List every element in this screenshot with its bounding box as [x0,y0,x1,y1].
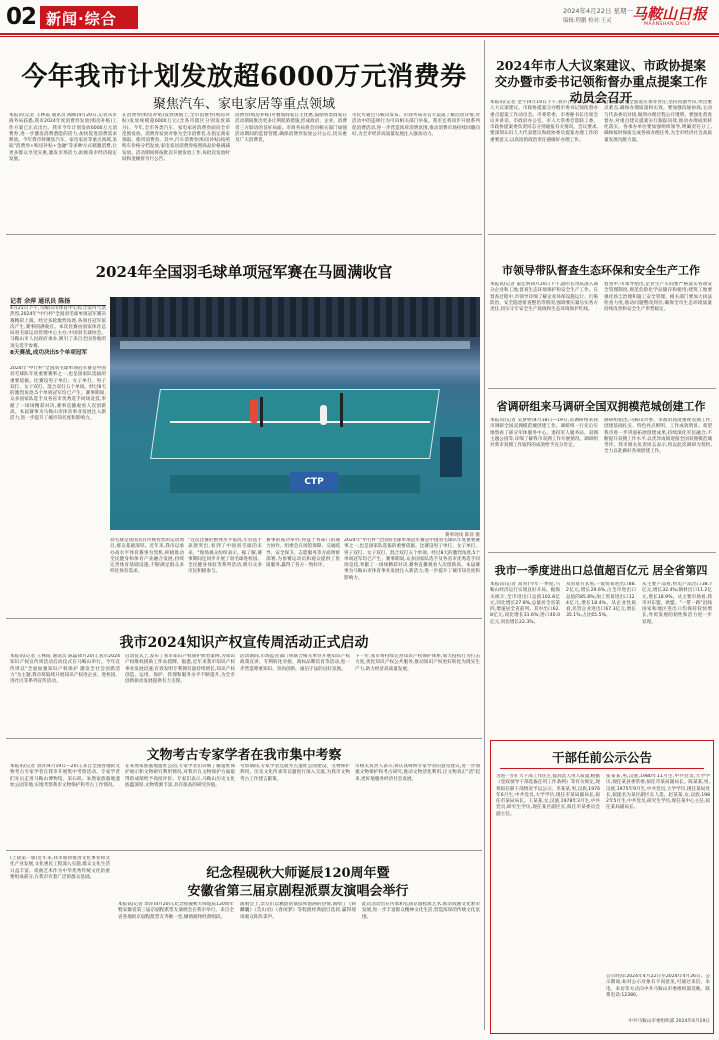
memorial-col-1: (上接第一版)近年来,我市加快推进文化事业和文化产业发展,文化惠民工程深入实施,群众文化生活日益丰富。戏曲艺术作为中华优秀传统文化的重要组成部分,在我市有着广泛的群众基础。 [10,856,110,880]
trade-headline: 我市一季度进出口总值超百亿元 居全省第四 [494,564,708,577]
rule [488,388,716,389]
notice-col-3: 公示时间:2024年4月22日至2024年4月26日。公示期间,如对公示对象有不同意见,可通过来信、来电、来访等方式向中共马鞍山市委组织部反映。联系电话:12380。 [606,974,710,998]
lead-col-4: 市民可通过马鞍山发布、市商务局等官方渠道了解活动详情,对活动中的违规行为可向相关部门举报。我市还将同步开展系列促消费活动,进一步营造浓厚消费氛围,推动消费市场持续回暖向好,为全市经济高质量发展注入强劲动力。 [352,113,480,137]
notice-col-1: 为进一步扩大干部工作民主,提高选人用人质量,根据《党政领导干部选拔任用工作条例》等有关规定,现将拟任职干部情况予以公示。李某某,男,汉族,1976年6月生,中共党员,大学学历,现任市某局副局长,拟任市某局局长。王某某,女,汉族,1978年3月生,中共党员,研究生学历,现任某区副区长,拟任市某委员会副主任。 [496,774,600,817]
newspaper-logo: 马鞍山日报 [632,5,708,23]
memorial-col-2: 本报讯(记者 余萍)4月20日,纪念程砚秋大师诞辰120周年暨安徽省第三届京剧程派票友演唱会在我市举行。来自全省各地的京剧程派票友齐聚一堂,倾情演绎经典唱段。 [118,902,234,920]
memorial-col-4: 此次活动旨在传承和弘扬京剧程派艺术,推动戏曲文化繁荣发展,进一步丰富群众精神文化生活,营造浓厚的传统文化氛围。 [362,902,480,920]
inspection-headline: 市领导带队督查生态环保和安全生产工作 [502,264,700,277]
research-headline: 省调研组来马调研全国双拥模范城创建工作 [496,400,706,413]
header-rule [0,33,719,35]
badminton-subhead: 8天赛战,成功决出5个单项冠军 [10,350,88,356]
rule [6,234,482,235]
header-rule-thin [0,36,719,37]
badminton-byline: 记者 余萍 通讯员 陈扬 [10,296,106,306]
rule [6,850,482,851]
memorial-headline-2: 安徽省第三届京剧程派票友演唱会举行 [187,884,409,899]
photo-caption: 赛事现场 陈扬 摄 [444,533,480,538]
badminton-col-6: 2024年"中行杯"全国羽毛球单项冠军赛是中国羽毛球队年度重要赛事之一,也是国家队选拔的重要依据。比赛设男子单打、女子单打、男子双打、女子双打、混合双打五个单项。经过8天的激烈角逐,5个单项冠军均已产生。赛事期间,众多国家队选手及各省市优秀选手同场竞技,奉献了一场场精彩对决,赛事直播观看人次创新高。本届赛事为马鞍山市体育事业发展注入新活力,进一步提升了城市知名度和影响力。 [344,538,480,581]
notice-col-2: 张某某,男,汉族,1980年11月生,中共党员,大学学历,现任某县委常委,拟任市某局副局长。陈某某,男,汉族,1975年9月生,中共党员,大学学历,现任某局处长,拟提名为某区副区长人选。赵某某,女,汉族,1982年5月生,中共党员,研究生学历,现任某中心主任,拟任某局副局长。 [606,774,710,811]
archaeology-col-1: 本报讯(记者 余萍)4月19日—20日,来自全国各地的文物考古专家学者在我市开展集中考察活动。专家学者们先后走进马鞍山博物馆、采石矶、朱然家族墓地遗址公园等地,实地考察我市文物保护和考古工作情况。 [10,764,120,788]
archaeology-headline: 文物考古专家学者在我市集中考察 [146,748,342,763]
archaeology-col-3: 考察期间,专家学者还就考古遗址公园建设、文物保护利用、历史文化传承等议题进行深入交流,为我市文物考古工作建言献策。 [240,764,350,782]
research-col-2: 调研组指出,马鞍山市委、市政府高度重视双拥工作,创建基础扎实、特色亮点鲜明、工作成效明显。希望我市进一步巩固拓展创建成果,持续深化军民融合,不断提升双拥工作水平,以优异成绩迎接全国双拥模范城考评。我市相关负责同志表示,将以此次调研为契机,全力以赴做好各项创建工作。 [604,418,712,455]
newspaper-logo-en: MAANSHAN DAILY [644,22,691,27]
rule [6,738,482,739]
lead-col-3: 消费券(购房补贴)可叠加商家自主优惠,鼓励各类商家在活动期间推出更多让利促销措施,形成政府、企业、消费者三方联动的良好局面。市商务局将会同相关部门加强活动期间的监督管理,确保消费券发放公开公正,切实惠及广大消费者。 [235,113,347,144]
lead-subtitle: 聚焦汽车、家电家居等重点领域 [152,97,335,112]
memorial-col-3: 演唱会上,票友们以精湛的演技和饱满的热情,演唱了《锁麟囊》《荒山泪》《春闺梦》等程派经典剧目选段,赢得现场观众阵阵掌声。 [240,902,356,920]
page-number: 02 [6,4,37,30]
rule [6,618,482,619]
badminton-headline: 2024年全国羽毛球单项冠军赛在马圆满收官 [95,263,393,281]
issue-date: 2024年4月22日 星期一 [563,7,634,15]
trade-col-3: 从主要产品看,机电产品出口38.7亿元,增长32.4%;钢材出口11.2亿元,增长18.9%。从主要市场看,我市对东盟、欧盟、"一带一路"沿线国家和地区进出口均保持较快增长,外贸发展的韧性和活力进一步显现。 [642,582,712,625]
ip-col-2: 启动仪式上,发布了我市知识产权保护典型案例,为知识产权维权援助工作站授牌。据悉,近年来我市知识产权事业发展迅速,有效发明专利拥有量持续增长,知识产权创造、运用、保护、管理和服务水平不断提升,为全市创新驱动发展提供有力支撑。 [125,654,235,685]
badminton-col-5: 赛事的成功举办,得益于各部门的通力协作。组委会在场馆保障、交通疏导、安全保卫、志愿服务等方面周密部署,为参赛运动员和观众提供了优质服务,赢得了各方一致好评。 [266,538,340,569]
badminton-col-4: "这次比赛的整体水平很高,年轻选手表现突出,看到了中国羽毛球的未来。"现场观众纷纷表示。据了解,赛事期间还同步开展了羽毛球进校园、全民健身体验等系列活动,吸引众多市民积极参与。 [188,538,262,575]
meeting-col-2: 会议强调,要全面落实承办责任,坚持问题导向,突出重点难点,确保办理质量和实效。要加强沟通协商,主动与代表委员对接,做到办理过程公开透明。要强化督查督办,对重点建议提案实行跟踪问效,推动办理成果转化落实。各承办单位要加强组织领导,明确责任分工,确保按时保质完成各项办理任务,为全市经济社会高质量发展贡献力量。 [604,100,712,143]
archaeology-col-4: 市相关负责人表示,将认真吸纳专家学者的意见建议,进一步加强文物保护和考古研究,推动文物活化利用,让文物真正"活"起来,更好地服务经济社会发展。 [355,764,480,782]
editors-line: 编辑:程鹏 校对:王灵 [563,18,612,24]
rule [488,552,716,553]
meeting-col-1: 本报讯(记者 金宇)4月19日下午,我市召开2024年市人大议案建议、市政协提案交办暨市委书记领衔督办重点提案工作动员会。市委常委、市委秘书长出席会议并讲话。市政府办公室、市人大常委会选联工委、市政协提案委负责同志分别通报有关情况。会议要求,要深刻认识人大代表建议和政协委员提案办理工作的重要意义,以高度的政治责任感做好办理工作。 [490,100,598,143]
rule [488,234,716,235]
ip-col-3: 活动期间,市场监管部门将联合相关单位开展知识产权政策宣讲、专利转化对接、商标品牌培育等活动,进一步营造尊重知识、崇尚创新、诚信守法的良好氛围。 [240,654,350,672]
memorial-headline-1: 纪念程砚秋大师诞辰120周年暨 [206,866,390,881]
research-col-1: 本报讯(记者 吴梦婷)4月18日—19日,省调研组来我市调研全国双拥模范城创建工作。调研组一行先后实地察看了部分军休服务中心、退役军人服务站、双拥主题公园等,详细了解我市双拥工作开展情况。调研组对我市双拥工作取得的成效给予充分肯定。 [490,418,598,449]
badminton-col-2: 2024年"中行杯"全国羽毛球单项冠军赛是中国羽毛球队年度重要赛事之一,也是国家队选拔的重要依据。比赛设男子单打、女子单打、男子双打、女子双打、混合双打五个单项。经过8天的激烈角逐,5个单项冠军均已产生。赛事期间,众多国家队选手及各省市优秀选手同场竞技,奉献了一场场精彩对决,赛事直播观看人次创新高。本届赛事为马鞍山市体育事业发展注入新活力,进一步提升了城市知名度和影响力。 [10,366,106,422]
lead-headline: 今年我市计划发放超6000万元消费券 [21,62,467,92]
lead-col-2: 在消费券(购房补贴)发放规模上,全市消费券(购房补贴)发放规模超6000万元(含各市辖区分别发放部分)。今年,全市各类汽车、家电家居消费券面向全市范围发放。消费券发放对象为全市消费者,在指定商家领取、使用消费券。其中,汽车消费券(购房补贴)按照购车价格分档发放,家电家居消费券按照商品价格满减发放。活动期间将按批次开展发放工作,每批次发放时间和金额将另行公告。 [122,113,230,163]
trade-col-1: 本报讯(记者 高青)今年一季度,马鞍山经济运行实现良好开局。据海关统计,全市进出口总值102.8亿元,同比增长27.8%,总量居全省第四,增速居全省前列。其中出口62.8亿元,同比增长31.6%;进口40.0亿元,同比增长22.3%。 [490,582,560,625]
ip-col-1: 本报讯(记者 王林霞 通讯员 陈磊)4月20日,我市2024知识产权宣传周活动启动仪式在马鞍山举行。今年宣传周以"全面加强知识产权保护 激发全社会创新活力"为主题,我市将陆续开展知识产权进企业、进校园、进社区等系列宣传活动。 [10,654,120,685]
ip-col-4: 下一步,我市将持续完善知识产权保护体系,加大侵权行为打击力度,优化知识产权公共服务,推动知识产权更好转化为现实生产力,助力经济高质量发展。 [355,654,480,672]
badminton-photo: CTP [110,297,480,530]
inspection-col-2: 督查中,市领导指出,企业生产车间要严格落实各项安全管理制度,规范危险化学品储存和使用;建筑工地要强化扬尘治理和施工安全管理。相关部门要加大执法检查力度,推动问题整改到位,确保全市生态环境质量持续改善和安全生产形势稳定。 [604,282,712,313]
trade-col-2: 从贸易方式看,一般贸易进出口88.2亿元,增长29.6%,占全市进出口总值的85.8%;加工贸易进出口12.4亿元,增长18.4%。从企业性质看,民营企业进出口67.3亿元,增长35.1%,占比65.5%。 [566,582,636,619]
section-title: 新闻·综合 [40,6,138,29]
badminton-col-3: 羽毛球是我国具有传统优势的运动项目,群众基础深厚。近年来,我市以承办高水平体育赛事为契机,积极推动全民健身和体育产业融合发展,持续完善体育基础设施,不断满足群众多样化体育需求。 [110,538,184,575]
lead-col-1: 本报讯(记者 王林霞 通讯员 陶晖)4月20日,记者从市商务局获悉,我市2024年度消费券发放(购房补贴)工作方案已正式出台。我市今年计划发放6000万元消费券,进一步激发消费潜能的活力,加快促进消费需求释放。今年我市将聚焦汽车、家电家居等重点领域,采取"消费券+购房补贴+金融"等多种方式刺激消费,让更多群众享受实惠,激发市场活力,助推我市经济稳定发展。 [9,113,117,163]
column-divider [484,40,485,1030]
notice-footer: 中共马鞍山市委组织部 2024年4月19日 [628,1019,710,1024]
badminton-col-1: 4月21日下午,马鞍山市体育中心综合馆内气氛热烈,2024年"中行杯"全国羽毛球单项冠军赛决赛精彩上演。经过多轮激烈角逐,各项目冠军依次产生,赛事圆满收官。本次比赛由国家体育总局羽毛球运动管理中心主办,中国羽毛球协会、马鞍山市人民政府承办,吸引了来自全国各地的顶尖选手参赛。 [10,306,106,348]
archaeology-col-2: 在朱然家族墓地遗址公园,专家学者们详细了解遗址保护展示和文物研究利用情况,对我市在文物保护方面取得的成绩给予高度评价。专家们表示,马鞍山历史文化底蕴深厚,文物资源丰富,具有很高的研究价值。 [125,764,235,788]
notice-rule [500,768,704,769]
notice-headline: 干部任前公示公告 [551,750,652,765]
meeting-headline: 2024年市人大议案建议、市政协提案交办暨市委书记领衔督办重点提案工作动员会召开 [494,58,708,105]
inspection-col-1: 本报讯(记者 董宏妍)4月20日下午,副市长带队深入部分企业和工地,督查生态环境保护和安全生产工作。在督查过程中,市领导详细了解企业环保设施运行、污染防治、安全隐患排查整治等情况,强调要压紧压实各方责任,切实守牢安全生产底线和生态环境保护红线。 [490,282,598,313]
ip-headline: 我市2024知识产权宣传周活动正式启动 [119,635,369,651]
